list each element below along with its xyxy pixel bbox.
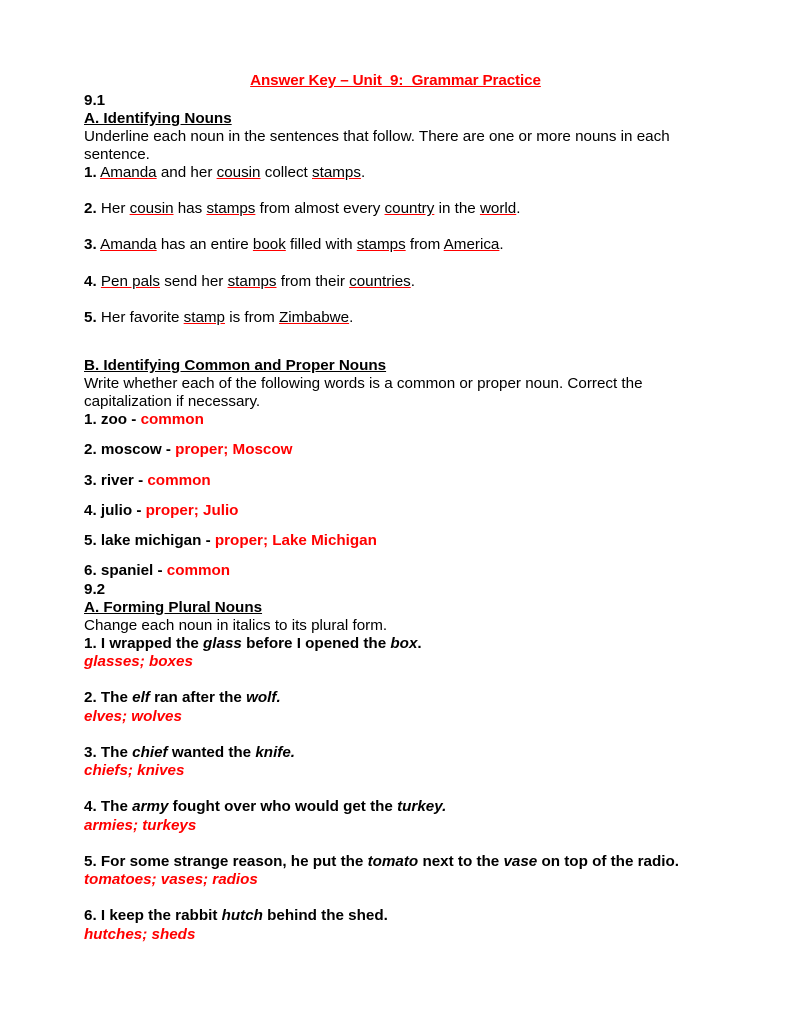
item-text: wanted the — [167, 743, 256, 761]
line-gap — [84, 460, 707, 472]
item-text: For some strange reason, he put the — [100, 852, 368, 870]
item-number: 3. — [84, 743, 97, 761]
item-text: is from — [224, 308, 279, 326]
item-number: 2. — [84, 200, 97, 218]
answer-text: common — [166, 562, 231, 580]
item-text: The — [100, 743, 133, 761]
italic-noun: glass — [203, 634, 242, 652]
underlined-noun: book — [252, 236, 286, 254]
section-heading-forming-plural-nouns — [84, 599, 707, 617]
item-number: 6. — [84, 562, 97, 580]
answer-text: common — [147, 471, 211, 489]
line-gap — [84, 218, 707, 236]
underlined-noun: Amanda — [100, 236, 157, 254]
italic-noun: tomato — [367, 852, 419, 870]
item-number: 4. — [84, 798, 97, 816]
item-number: 6. — [84, 907, 97, 925]
underlined-noun: cousin — [216, 163, 261, 181]
question-item — [84, 200, 707, 218]
item-dash: - — [132, 501, 146, 519]
underlined-noun: stamps — [206, 200, 256, 218]
line-gap — [84, 780, 707, 798]
section-number-9-1: 9.1 — [84, 91, 106, 109]
question-item — [84, 853, 707, 871]
underlined-noun: cousin — [129, 200, 174, 218]
line-gap — [84, 255, 707, 273]
item-text: I keep the rabbit — [100, 907, 222, 925]
underlined-noun: stamp — [183, 308, 225, 326]
item-text: has an entire — [156, 236, 253, 254]
underlined-noun: America — [443, 236, 500, 254]
item-word: zoo — [100, 411, 128, 429]
question-item — [84, 236, 707, 254]
underlined-noun: stamps — [312, 163, 361, 181]
instructions-common-proper-nouns: Write whether each of the following words is a common or proper noun. Correct the capitalization if necessary. — [84, 375, 643, 411]
item-text: . — [417, 634, 422, 652]
line-gap — [84, 671, 707, 689]
item-text: . — [349, 308, 354, 326]
question-item — [84, 164, 707, 182]
item-dash: - — [153, 562, 167, 580]
item-word: spaniel — [100, 562, 154, 580]
item-number: 2. — [84, 689, 97, 707]
line-gap — [84, 835, 707, 853]
question-item — [84, 273, 707, 291]
underlined-noun: stamps — [356, 236, 406, 254]
item-text: The — [100, 689, 133, 707]
item-text: from almost every — [255, 200, 385, 218]
answer-text: armies; turkeys — [84, 816, 197, 834]
item-word: river — [100, 471, 134, 489]
section-heading-text: B. Identifying Common and Proper Nouns — [84, 357, 387, 375]
line-gap — [84, 182, 707, 200]
question-item — [84, 907, 707, 925]
item-dash: - — [201, 532, 215, 550]
italic-noun: knife. — [255, 743, 296, 761]
underlined-noun: Pen pals — [100, 272, 161, 290]
item-text: and her — [156, 163, 217, 181]
question-item — [84, 562, 707, 580]
answer-text: common — [140, 411, 204, 429]
item-text: has — [173, 200, 207, 218]
answer-text: chiefs; knives — [84, 762, 185, 780]
answer-text: glasses; boxes — [84, 653, 193, 671]
item-dash: - — [127, 411, 141, 429]
question-item — [84, 502, 707, 520]
item-text: . — [499, 236, 504, 254]
line-gap — [84, 520, 707, 532]
underlined-noun: Amanda — [100, 163, 157, 181]
italic-noun: vase — [503, 852, 538, 870]
item-text: from — [405, 236, 444, 254]
italic-noun: box — [390, 634, 418, 652]
item-text: filled with — [285, 236, 357, 254]
item-text: Her favorite — [100, 308, 184, 326]
line-gap — [84, 291, 707, 309]
page-title: Answer Key – Unit 9: Grammar Practice — [250, 72, 541, 89]
italic-noun: army — [132, 798, 169, 816]
item-number: 4. — [84, 272, 97, 290]
italic-noun: turkey. — [397, 798, 447, 816]
item-text: . — [360, 163, 366, 181]
section-heading-text: A. Forming Plural Nouns — [84, 598, 263, 616]
section-heading-identifying-nouns — [84, 110, 707, 128]
item-number: 3. — [84, 471, 97, 489]
italic-noun: hutch — [221, 907, 263, 925]
item-word: julio — [100, 501, 133, 519]
line-gap — [84, 429, 707, 441]
italic-noun: wolf. — [246, 689, 281, 707]
underlined-noun: world — [479, 200, 517, 218]
item-text: fought over who would get the — [168, 798, 398, 816]
question-item — [84, 635, 707, 653]
item-text: The — [100, 798, 133, 816]
item-number: 5. — [84, 532, 97, 550]
item-text: from their — [276, 272, 350, 290]
item-text: ran after the — [149, 689, 247, 707]
line-gap — [84, 490, 707, 502]
item-dash: - — [133, 471, 148, 489]
instructions-forming-plural-nouns: Change each noun in italics to its plural form. — [84, 617, 388, 635]
item-text: behind the shed. — [262, 907, 388, 925]
item-text: in the — [434, 200, 480, 218]
answer-text: hutches; sheds — [84, 925, 196, 943]
item-text: Her — [100, 200, 130, 218]
italic-noun: elf — [132, 689, 150, 707]
question-item — [84, 798, 707, 816]
answer-text: proper; Moscow — [175, 441, 293, 459]
section-heading-text: A. Identifying Nouns — [84, 109, 232, 127]
italic-noun: chief — [132, 743, 168, 761]
item-number: 5. — [84, 852, 97, 870]
question-item — [84, 532, 707, 550]
item-number: 4. — [84, 501, 97, 519]
question-item — [84, 744, 707, 762]
item-text: . — [410, 272, 415, 290]
item-word: moscow — [100, 441, 162, 459]
item-dash: - — [161, 441, 176, 459]
line-gap — [84, 726, 707, 744]
answer-text: elves; wolves — [84, 707, 182, 725]
item-text: send her — [160, 272, 228, 290]
section-heading-common-proper-nouns — [84, 357, 707, 375]
line-gap — [84, 550, 707, 562]
item-word: lake michigan — [100, 532, 202, 550]
underlined-noun: country — [384, 200, 435, 218]
item-text: on top of the radio. — [537, 852, 679, 870]
item-text: I wrapped the — [100, 634, 204, 652]
section-number-9-2: 9.2 — [84, 580, 106, 598]
answer-text: tomatoes; vases; radios — [84, 871, 258, 889]
item-number: 3. — [84, 236, 97, 254]
answer-text: proper; Lake Michigan — [214, 532, 377, 550]
item-number: 5. — [84, 308, 97, 326]
item-number: 2. — [84, 441, 97, 459]
underlined-noun: Zimbabwe — [279, 308, 350, 326]
item-number: 1. — [84, 163, 97, 181]
answer-text: proper; Julio — [145, 501, 239, 519]
item-number: 1. — [84, 411, 97, 429]
item-text: . — [516, 200, 521, 218]
question-item — [84, 309, 707, 327]
item-text: before I opened the — [241, 634, 391, 652]
question-item — [84, 411, 707, 429]
underlined-noun: countries — [349, 272, 411, 290]
question-item — [84, 472, 707, 490]
underlined-noun: stamps — [227, 272, 277, 290]
question-item — [84, 689, 707, 707]
line-gap — [84, 889, 707, 907]
item-text: next to the — [418, 852, 504, 870]
item-number: 1. — [84, 634, 97, 652]
question-item — [84, 441, 707, 459]
instructions-identifying-nouns: Underline each noun in the sentences that follow. There are one or more nouns in each sentence. — [84, 128, 670, 163]
item-text: collect — [260, 163, 312, 181]
blank-line — [84, 327, 707, 345]
line-gap — [84, 345, 707, 357]
